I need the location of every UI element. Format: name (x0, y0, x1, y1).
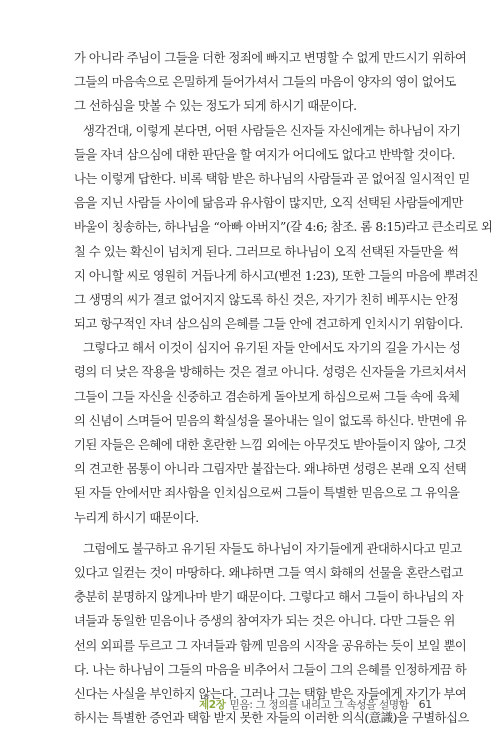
text-line: 지 아니할 씨로 영원히 거듭나게 하시고(벧전 1:23), 또한 그들의 마음에 뿌려진 (74, 268, 478, 283)
text-line: 령의 더 낮은 작용을 방해하는 것은 결코 아니다. 성령은 신자들을 가르치셔서 (74, 365, 467, 380)
text-line: 다. 나는 하나님이 그들의 마음을 비추어서 그들이 그의 은혜를 인정하게끔 하 (74, 662, 467, 677)
text-line: 그렇다고 해서 이것이 심지어 유기된 자들 안에서도 자기의 길을 가시는 성 (83, 341, 461, 356)
paragraph (74, 46, 467, 119)
text-line: 칠 수 있는 확신이 넘치게 된다. 그러므로 하나님이 오직 선택된 자들만을 썩 (74, 244, 459, 259)
text-line: 누리게 하시기 때문이다. (74, 510, 199, 525)
text-line: 음을 지닌 사람들 사이에 닮음과 유사함이 많지만, 오직 선택된 사람들에게만 (74, 196, 463, 211)
running-title: 믿음: 그 정의를 내리고 그 속성을 설명함 (229, 699, 409, 711)
text-line: 들을 자녀 삼으심에 대한 판단을 할 여지가 어디에도 없다고 반박할 것이다. (74, 147, 455, 162)
text-line: 그들의 마음속으로 은밀하게 들어가셔서 그들의 마음이 양자의 영이 없어도 (74, 75, 456, 90)
text-line: 그들이 그들 자신을 신중하고 겸손하게 돌아보게 하심으로써 그들 속에 육체 (74, 389, 460, 404)
body-text (74, 46, 493, 730)
text-line: 되고 항구적인 자녀 삼으심의 은혜를 그들 안에 견고하게 인치시기 위함이다. (74, 317, 463, 332)
text-line: 신다는 사실을 부인하지 않는다. 그러나 그는 택함 받은 자들에게 자기가 부여 (74, 686, 467, 701)
text-line: 선의 외피를 두르고 그 자녀들과 함께 믿음의 시작을 공유하는 듯이 보일 뿐이 (74, 638, 467, 653)
text-line: 있다고 일컫는 것이 마땅하다. 왜냐하면 그들 역시 화해의 선물을 혼란스럽고 (74, 565, 463, 580)
text-line: 그럼에도 불구하고 유기된 자들도 하나님이 자기들에게 관대하시다고 믿고 (83, 541, 462, 556)
text-line: 가 아니라 주님이 그들을 더한 정죄에 빠지고 변명할 수 없게 만드시기 위하여 (74, 51, 467, 65)
text-line: 된 자들 안에서만 죄사함을 인치심으로써 그들이 특별한 믿음으로 그 유익을 (74, 486, 460, 501)
text-line: 충분히 분명하지 않게나마 받기 때문이다. 그렇다고 해서 그들이 하나님의 자 (74, 590, 463, 605)
text-line: 녀들과 동일한 믿음이나 증생의 참여자가 되는 것은 아니다. 다만 그들은 위 (74, 614, 455, 629)
text-line: 나는 이렇게 답한다. 비록 택함 받은 하나님의 사람들과 곧 없어질 일시적인 믿 (74, 171, 470, 186)
text-line: 하시는 특별한 증언과 택함 받지 못한 자들의 이러한 의식(意識)을 구별하십으 (74, 711, 469, 726)
text-line: 그 선하심을 맛볼 수 있는 정도가 되게 하시기 때문이다. (74, 99, 357, 114)
text-line: 생각건대, 이렇게 본다면, 어떤 사람들은 신자들 자신에게는 하나님이 자기 (83, 123, 461, 138)
text-line: 그 생명의 씨가 결코 없어지지 않도록 하신 것은, 자기가 친히 베푸시는 안정 (74, 292, 459, 307)
running-footer (199, 697, 432, 712)
page-number: 61 (418, 698, 432, 711)
text-line: 기된 자들은 은혜에 대한 혼란한 느낌 외에는 아무것도 받아들이지 않아, 그것 (74, 438, 467, 452)
text-line: 의 신념이 스며들어 믿음의 확실성을 몰아내는 일이 없도록 하신다. 반면에 유 (74, 413, 467, 428)
text-line: 바울이 칭송하는, 하나님을 “아빠 아버지”(갈 4:6; 참조. 롬 8:15)라고 큰소리로 외 (74, 220, 493, 235)
text-line: 의 견고한 몸통이 아니라 그림자만 붙잡는다. 왜냐하면 성령은 본래 오직 선택 (74, 462, 467, 477)
paragraph (74, 119, 493, 337)
chapter-label: 제2장 (198, 699, 226, 711)
paragraph (74, 336, 467, 530)
